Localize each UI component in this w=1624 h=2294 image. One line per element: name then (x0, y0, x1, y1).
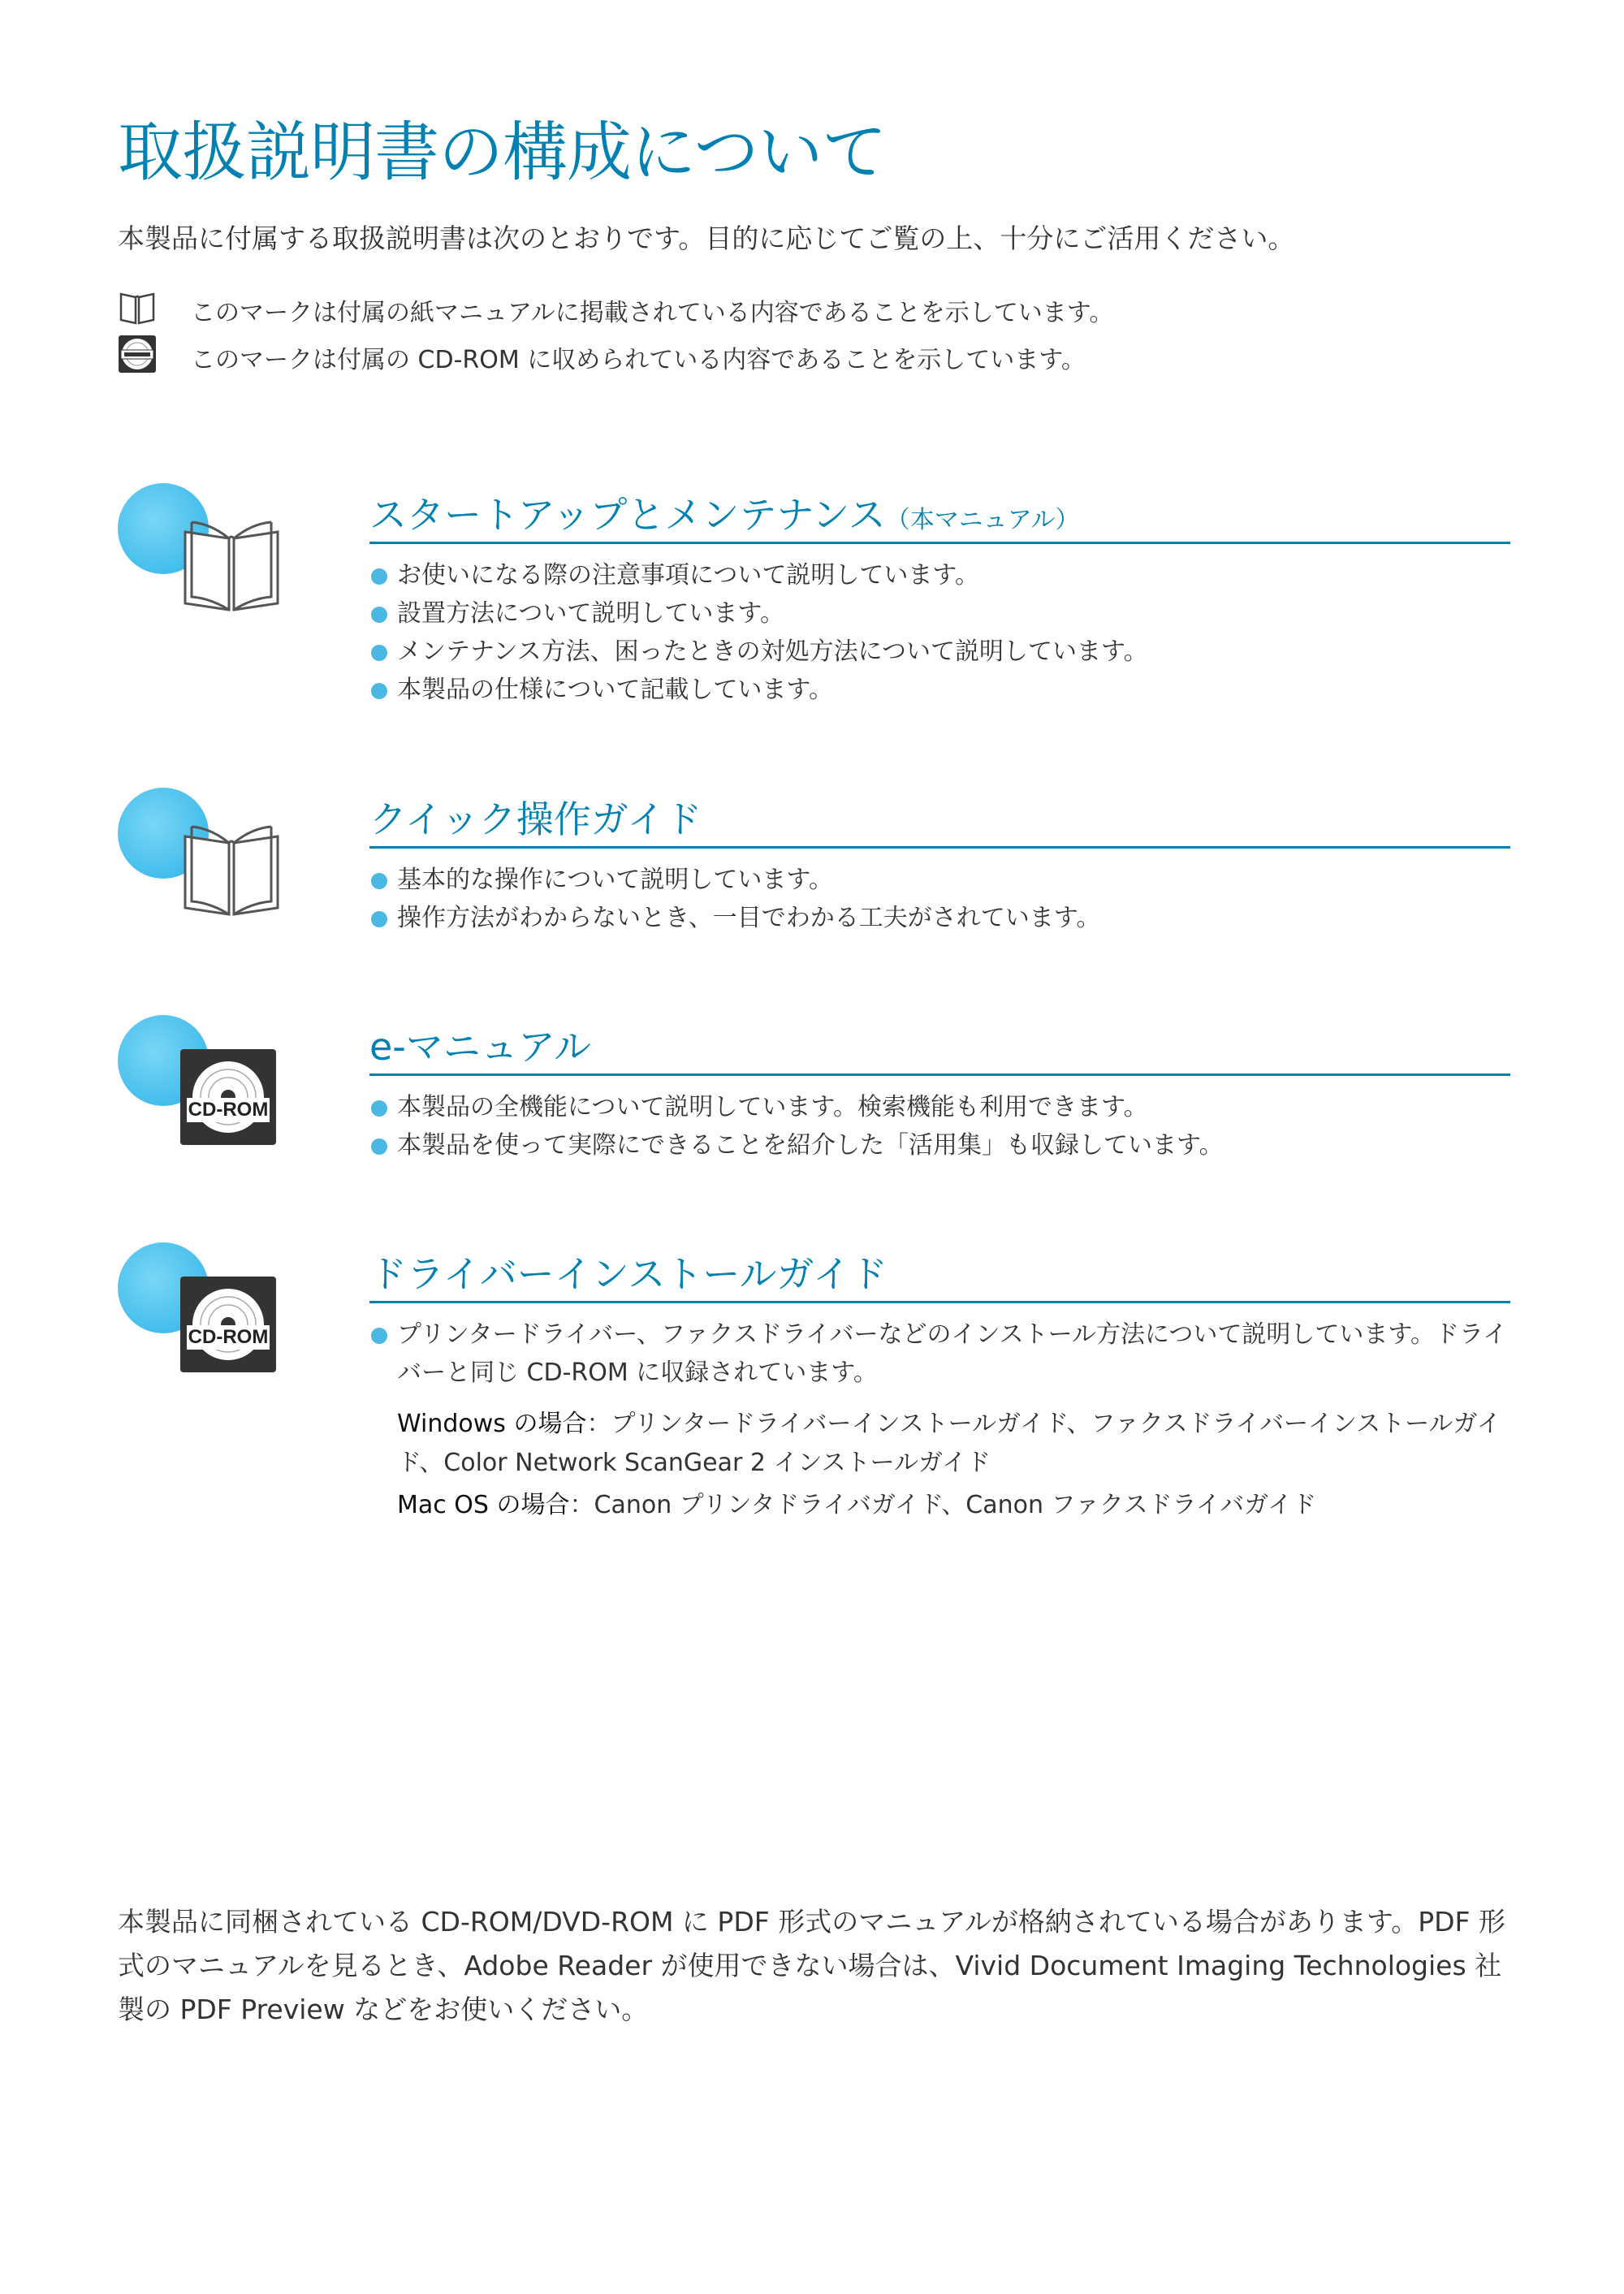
bullet-list (369, 1088, 1510, 1164)
section-icon (114, 1242, 292, 1389)
cd-rom-icon (180, 1049, 276, 1145)
bullet-list (369, 1315, 1510, 1392)
list-item: 基本的な操作について説明しています。 (369, 861, 1510, 899)
section-header (369, 483, 1510, 544)
detail-text: Canon プリンタドライバガイド、Canon ファクスドライバガイド (594, 1491, 1317, 1519)
book-icon (179, 820, 284, 918)
book-icon (118, 287, 157, 326)
cd-rom-label: CD-ROM (188, 1099, 269, 1121)
section-icon (114, 483, 292, 629)
list-item: 本製品の仕様について記載しています。 (369, 671, 1510, 709)
footer-note: 本製品に同梱されている CD-ROM/DVD-ROM に PDF 形式のマニュアルが格納されている場合があります。PDF 形式のマニュアルを見るとき、Adobe Reader が使用できない場合は、Vivid Document Imaging Technologies 社製の PDF Preview などをお使いください。 (118, 1906, 1506, 2025)
section-title: スタートアップとメンテナンス（本マニュアル） (369, 493, 1080, 537)
detail-separator: ： (586, 1410, 611, 1438)
section-icon (114, 1015, 292, 1161)
list-item: メンテナンス方法、困ったときの対処方法について説明しています。 (369, 633, 1510, 671)
section-icon (114, 788, 292, 934)
legend-paper-text: このマークは付属の紙マニュアルに掲載されている内容であることを示しています。 (191, 299, 1114, 327)
detail-text: プリンタードライバーインストールガイド、ファクスドライバーインストールガイド、Color Network ScanGear 2 インストールガイド (397, 1410, 1501, 1477)
section-header (369, 788, 1510, 849)
intro-text: 本製品に付属する取扱説明書は次のとおりです。目的に応じてご覧の上、十分にご活用ください。 (118, 222, 1295, 254)
list-item: 本製品を使って実際にできることを紹介した「活用集」も収録しています。 (369, 1126, 1510, 1164)
legend-cdrom-text: このマークは付属の CD-ROM に収められている内容であることを示しています。 (191, 346, 1086, 374)
page-title: 取扱説明書の構成について (118, 114, 887, 190)
cd-rom-icon (180, 1277, 276, 1372)
cd-rom-icon (118, 335, 157, 374)
list-item: 操作方法がわからないとき、一目でわかる工夫がされています。 (369, 899, 1510, 937)
detail-label: Windows の場合 (397, 1410, 587, 1438)
cd-rom-label: CD-ROM (188, 1326, 269, 1348)
list-item: 本製品の全機能について説明しています。検索機能も利用できます。 (369, 1088, 1510, 1126)
bullet-list (369, 861, 1510, 937)
list-item: プリンタードライバー、ファクスドライバーなどのインストール方法について説明しています。ドライバーと同じ CD-ROM に収録されています。 (369, 1315, 1510, 1392)
section-subtitle: （本マニュアル） (885, 506, 1080, 534)
section-header (369, 1242, 1510, 1303)
bullet-list (369, 556, 1510, 709)
detail-label: Mac OS の場合 (397, 1491, 570, 1519)
section-header (369, 1015, 1510, 1076)
book-icon (179, 516, 284, 613)
detail-separator: ： (569, 1491, 594, 1519)
macos-detail (397, 1486, 1510, 1525)
windows-detail (397, 1405, 1510, 1483)
section-title: クイック操作ガイド (369, 797, 702, 841)
list-item: お使いになる際の注意事項について説明しています。 (369, 556, 1510, 594)
section-title: e-マニュアル (369, 1025, 592, 1069)
list-item: 設置方法について説明しています。 (369, 594, 1510, 633)
section-title: ドライバーインストールガイド (369, 1252, 888, 1296)
